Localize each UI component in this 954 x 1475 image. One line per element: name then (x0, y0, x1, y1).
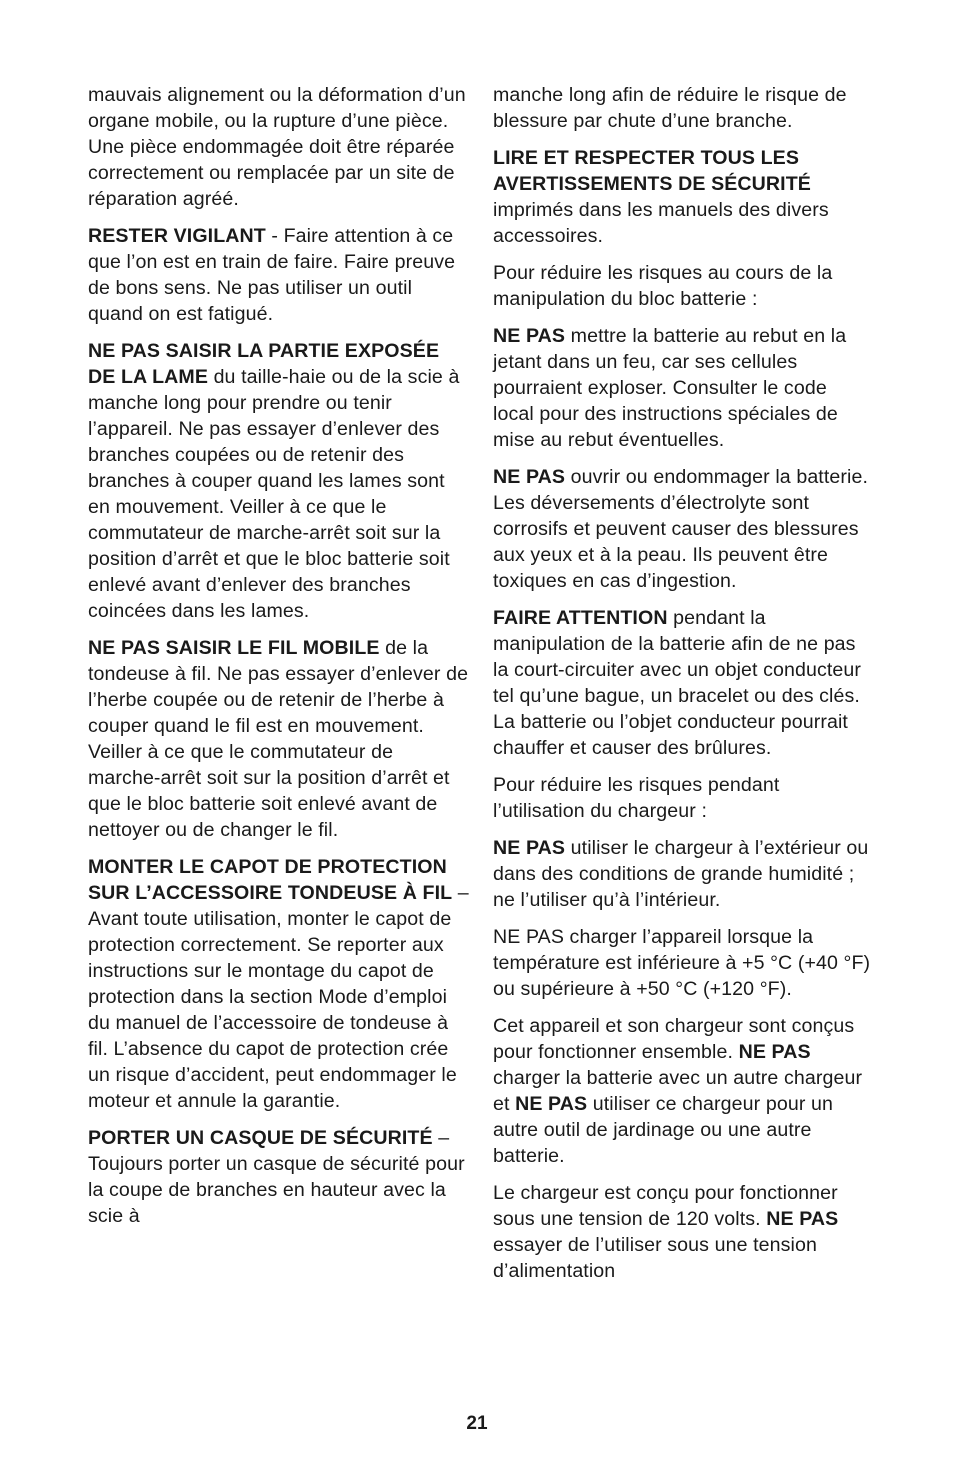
paragraph-blade-warning: NE PAS SAISIR LA PARTIE EXPOSÉE DE LA LAME du taille-haie ou de la scie à manche long pour prendre ou tenir l’appareil. Ne pas essayer d’enlever des branches coupées ou de retenir des branches à couper quand les lames sont en mouvement. Veiller à ce que le commutateur de marche-arrêt soit sur la position d’arrêt et que le bloc batterie soit enlevé avant d’enlever des branches coincées dans les lames. (88, 340, 460, 622)
paragraph-continuation: mauvais alignement ou la déformation d’un organe mobile, ou la rupture d’une pièce. Une pièce endommagée doit être réparée correctement ou remplacée par un site de réparation agréé. (88, 84, 466, 210)
right-column (493, 82, 873, 1295)
heading-do-not: NE PAS (493, 466, 566, 488)
paragraph-helmet-warning: PORTER UN CASQUE DE SÉCURITÉ – Toujours porter un casque de sécurité pour la coupe de branches en hauteur avec la scie à (88, 1127, 465, 1227)
paragraph-stay-alert: RESTER VIGILANT - Faire attention à ce que l’on est en train de faire. Faire preuve de bons sens. Ne pas utiliser un outil quand on est fatigué. (88, 225, 456, 325)
heading-pay-attention: FAIRE ATTENTION (493, 607, 668, 629)
paragraph-read-warnings: LIRE ET RESPECTER TOUS LES AVERTISSEMENTS DE SÉCURITÉimprimés dans les manuels des divers accessoires. (493, 147, 829, 247)
paragraph-line-warning: NE PAS SAISIR LE FIL MOBILE de la tondeuse à fil. Ne pas essayer d’enlever de l’herbe coupée ou de retenir de l’herbe à couper quand le fil est en mouvement. Veiller à ce que le commutateur de marche-arrêt soit sur la position d’arrêt et que le bloc batterie soit enlevé avant de nettoyer ou de changer le fil. (88, 637, 469, 841)
paragraph-charger-temperature: NE PAS charger l’appareil lorsque la température est inférieure à +5 °C (+40 °F) ou supérieure à +50 °C (+120 °F). (493, 926, 871, 1000)
paragraph-charger-compatibility: Cet appareil et son chargeur sont conçus pour fonctionner ensemble. NE PAS charger la batterie avec un autre chargeur et NE PAS utiliser ce chargeur pour un autre outil de jardinage ou une autre batterie. (493, 1015, 863, 1167)
paragraph-branch-continuation: manche long afin de réduire le risque de blessure par chute d’une branche. (493, 84, 847, 132)
heading-helmet-warning: PORTER UN CASQUE DE SÉCURITÉ (88, 1127, 433, 1149)
heading-line-warning: NE PAS SAISIR LE FIL MOBILE (88, 637, 380, 659)
paragraph-battery-fire: NE PAS mettre la batterie au rebut en la jetant dans un feu, car ses cellules pourraient exploser. Consulter le code local pour des instructions spéciales de mise au rebut éventuelles. (493, 325, 847, 451)
paragraph-charger-intro: Pour réduire les risques pendant l’utilisation du chargeur : (493, 774, 780, 822)
heading-blade-warning: NE PAS SAISIR LA PARTIE EXPOSÉE DE LA LAME (88, 340, 440, 388)
heading-stay-alert: RESTER VIGILANT (88, 225, 266, 247)
heading-read-warnings: LIRE ET RESPECTER TOUS LES AVERTISSEMENTS DE SÉCURITÉ (493, 147, 811, 195)
heading-do-not: NE PAS (493, 325, 566, 347)
left-column (88, 82, 470, 1240)
heading-do-not: NE PAS (493, 837, 566, 859)
paragraph-charger-voltage: Le chargeur est conçu pour fonctionner sous une tension de 120 volts. NE PAS essayer de l’utiliser sous une tension d’alimentation (493, 1182, 839, 1282)
paragraph-short-circuit: FAIRE ATTENTION pendant la manipulation de la batterie afin de ne pas la court-circuiter avec un objet conducteur tel qu’une bague, un bracelet ou des clés. La batterie ou l’objet conducteur pourrait chauffer et causer des brûlures. (493, 607, 862, 759)
paragraph-battery-intro: Pour réduire les risques au cours de la manipulation du bloc batterie : (493, 262, 833, 310)
paragraph-battery-open: NE PAS ouvrir ou endommager la batterie. Les déversements d’électrolyte sont corrosifs et peuvent causer des blessures aux yeux et à la peau. Ils peuvent être toxiques en cas d’ingestion. (493, 466, 869, 592)
paragraph-charger-outdoor: NE PAS utiliser le chargeur à l’extérieur ou dans des conditions de grande humidité ; ne l’utiliser qu’à l’intérieur. (493, 837, 869, 911)
page-number: 21 (466, 1413, 488, 1434)
heading-guard-warning: MONTER LE CAPOT DE PROTECTION SUR L’ACCESSOIRE TONDEUSE À FIL (88, 856, 453, 904)
paragraph-guard-warning: MONTER LE CAPOT DE PROTECTION SUR L’ACCESSOIRE TONDEUSE À FIL – Avant toute utilisation, monter le capot de protection correctement. Se reporter aux instructions sur le montage du capot de protection dans la section Mode d’emploi du manuel de l’accessoire de tondeuse à fil. L’absence du capot de protection crée un risque d’accident, peut endommager le moteur et annule la garantie. (88, 856, 469, 1112)
